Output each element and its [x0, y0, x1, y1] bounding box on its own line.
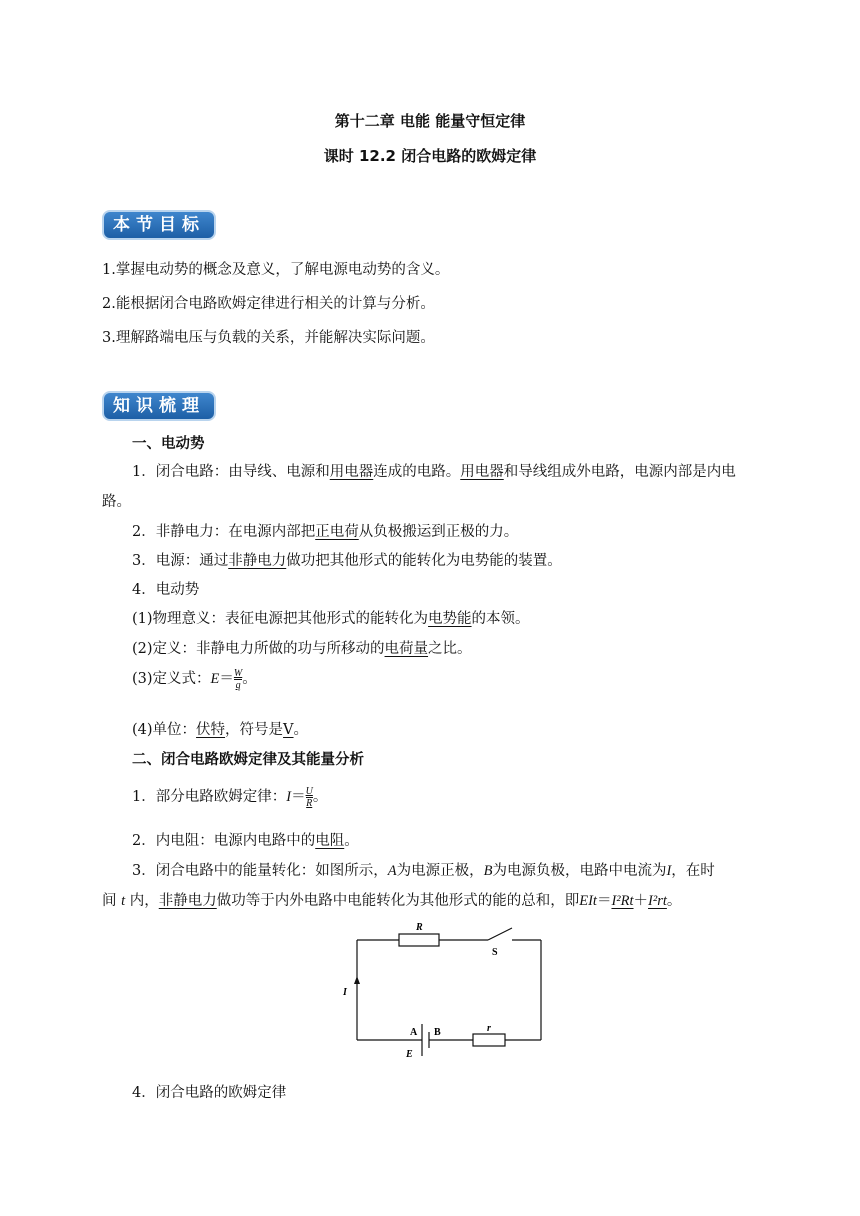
goal-item-2: 2.能根据闭合电路欧姆定律进行相关的计算与分析。 [102, 296, 435, 312]
lesson-title: 课时 12.2 闭合电路的欧姆定律 [323, 147, 537, 165]
knowledge-badge: 知识梳理 [102, 391, 216, 421]
para-nonstatic-force: 2．非静电力：在电源内部把正电荷从负极搬运到正极的力。 [132, 524, 519, 540]
resistor-R [399, 934, 439, 946]
para-emf-unit: (4)单位：伏特，符号是V。 [132, 722, 309, 738]
label-A: A [410, 1027, 418, 1038]
label-E: E [406, 1049, 413, 1060]
switch-S [488, 928, 512, 940]
fraction-w-over-q: $\frac{W}{q}$ [233, 667, 243, 691]
para-energy-conversion-cont: 间 t 内，非静电力做功等于内外电路中电能转化为其他形式的能的总和，即EIt＝I²Rt＋I²rt。 [102, 893, 682, 909]
section-1-title: 一、电动势 [132, 436, 205, 452]
para-energy-conversion: 3．闭合电路中的能量转化：如图所示，A为电源正极，B为电源负极，电路中电流为I，在时 [132, 863, 715, 879]
label-R: R [416, 922, 423, 933]
label-B: B [434, 1027, 441, 1038]
para-emf-meaning: (1)物理意义：表征电源把其他形式的能转化为电势能的本领。 [132, 611, 530, 627]
label-S: S [492, 947, 498, 958]
para-closed-circuit: 1．闭合电路：由导线、电源和用电器连成的电路。用电器和导线组成外电路，电源内部是内电 [132, 464, 736, 480]
resistor-r [473, 1034, 505, 1046]
para-partial-ohm: 1．部分电路欧姆定律：I＝ $\frac{U}{R}$ 。 [132, 785, 328, 809]
goal-item-3: 3.理解路端电压与负载的关系，并能解决实际问题。 [102, 330, 435, 346]
label-I: I [343, 987, 347, 998]
fraction-u-over-r: $\frac{U}{R}$ [305, 785, 313, 809]
section-2-title: 二、闭合电路欧姆定律及其能量分析 [132, 752, 364, 768]
para-closed-ohm-law: 4．闭合电路的欧姆定律 [132, 1085, 287, 1101]
para-internal-resistance: 2．内电阻：电源内电路中的电阻。 [132, 833, 359, 849]
chapter-title: 第十二章 电能 能量守恒定律 [334, 112, 526, 130]
para-emf-formula: (3)定义式：E＝ $\frac{W}{q}$ 。 [132, 667, 257, 691]
circuit-diagram [340, 918, 555, 1063]
para-emf-definition: (2)定义：非静电力所做的功与所移动的电荷量之比。 [132, 641, 472, 657]
para-emf-heading: 4．电动势 [132, 582, 200, 598]
label-r: r [487, 1023, 491, 1034]
para-power-source: 3．电源：通过非静电力做功把其他形式的能转化为电势能的装置。 [132, 553, 562, 569]
para-closed-circuit-cont: 路。 [102, 494, 131, 510]
current-arrow-icon [354, 976, 360, 984]
goals-badge: 本节目标 [102, 210, 216, 240]
goal-item-1: 1.掌握电动势的概念及意义，了解电源电动势的含义。 [102, 262, 450, 278]
